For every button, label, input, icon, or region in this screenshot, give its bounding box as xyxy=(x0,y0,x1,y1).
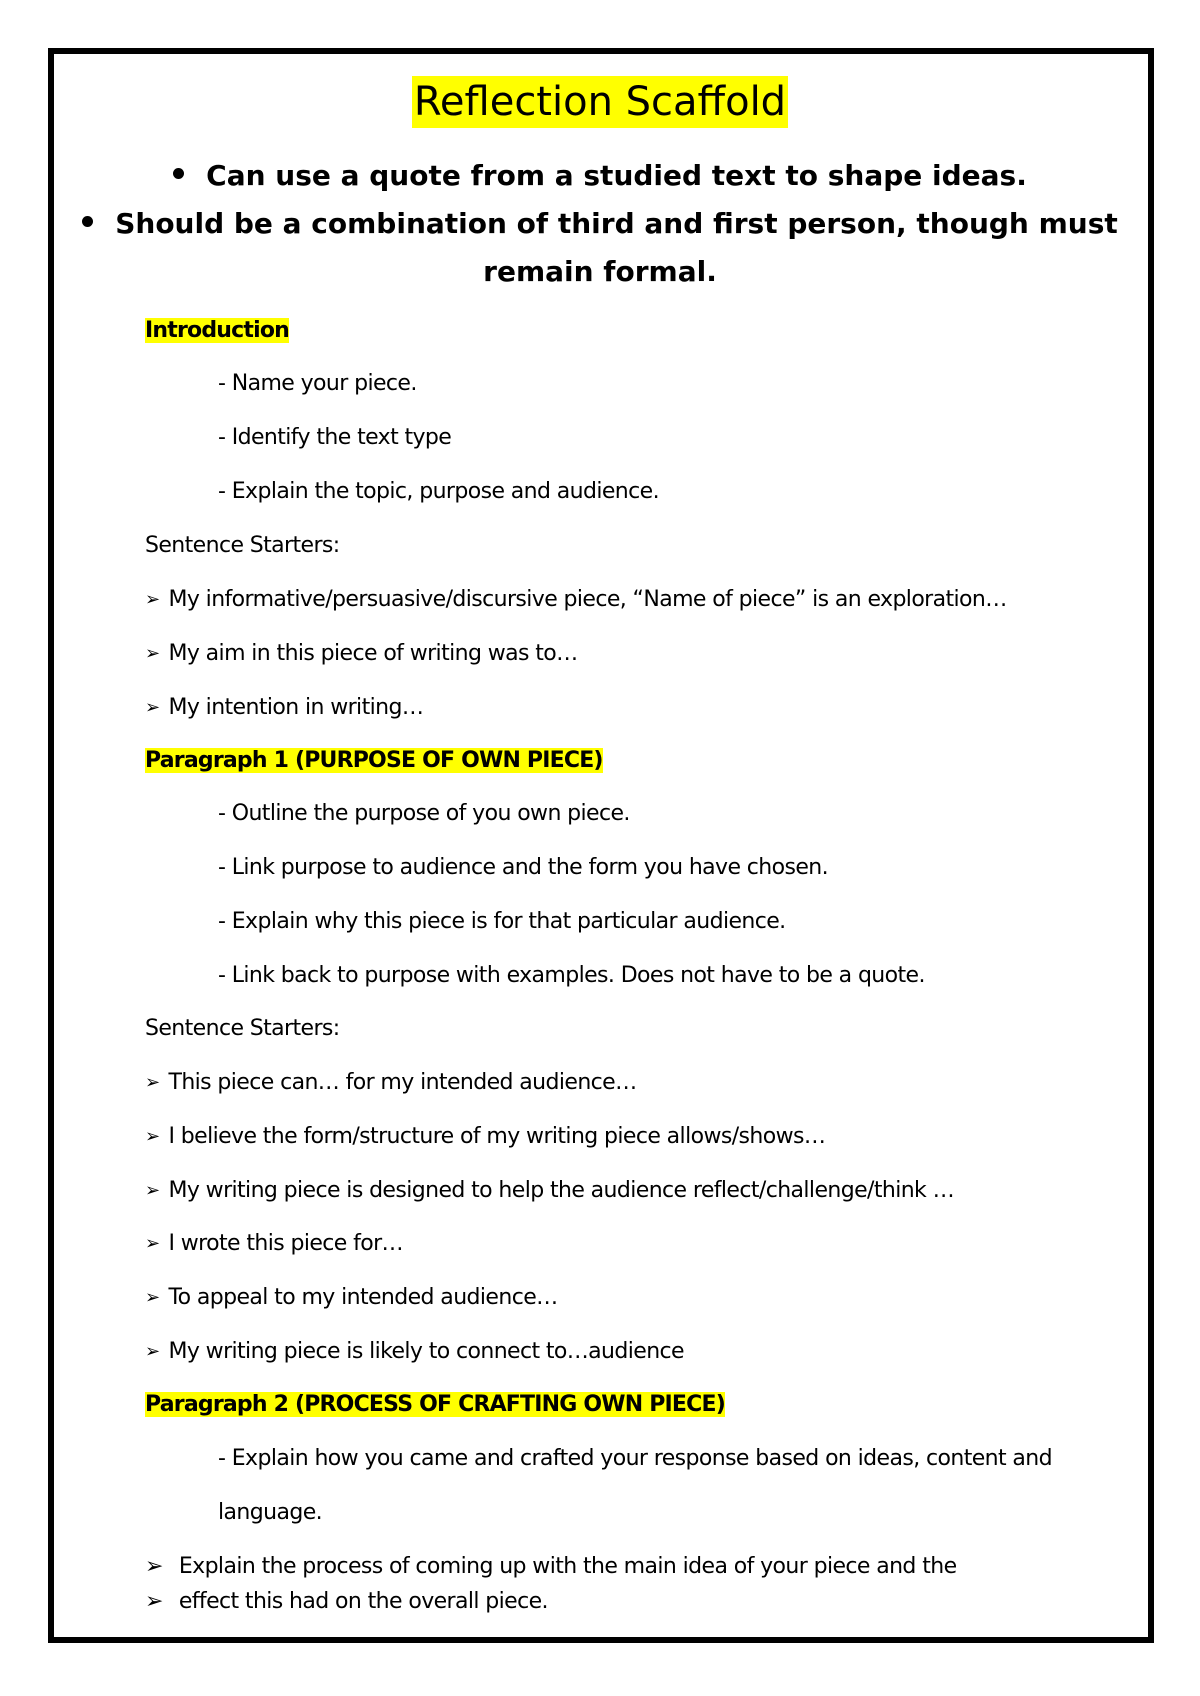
page-title: Reflection Scaffold xyxy=(412,76,788,128)
starter-text: This piece can… for my intended audience… xyxy=(168,1070,637,1095)
starter-text: My aim in this piece of writing was to… xyxy=(168,641,578,666)
starter-text: I wrote this piece for… xyxy=(168,1231,403,1256)
arrowhead-icon: ➢ xyxy=(145,1072,160,1093)
starter-text: My writing piece is designed to help the audience reflect/challenge/think … xyxy=(168,1178,954,1203)
arrowhead-icon: ➢ xyxy=(145,1126,160,1147)
arrowhead-icon: ➢ xyxy=(145,643,160,664)
arrowhead-icon: ➢ xyxy=(145,697,160,718)
starter-text: I believe the form/structure of my writing piece allows/shows… xyxy=(168,1124,826,1149)
bullet-item xyxy=(0,204,1200,244)
section-heading-paragraph-1 xyxy=(145,746,603,776)
bullet-text: Can use a quote from a studied text to shape ideas. xyxy=(206,159,1027,192)
intro-point: - Name your piece. xyxy=(218,371,417,396)
heading-text: Introduction xyxy=(145,318,290,343)
starter-item xyxy=(145,1229,403,1260)
starter-item xyxy=(145,1176,954,1207)
title-container xyxy=(0,76,1200,128)
bullet-item xyxy=(0,156,1200,196)
intro-point: - Identify the text type xyxy=(218,425,452,450)
starter-item xyxy=(145,1122,825,1153)
arrowhead-icon: ➢ xyxy=(145,1180,160,1201)
outline-arrow-item xyxy=(145,1587,548,1617)
paragraph1-point: - Link purpose to audience and the form you have chosen. xyxy=(218,855,829,880)
paragraph1-point: - Explain why this piece is for that particular audience. xyxy=(218,909,786,934)
starter-item xyxy=(145,585,1007,616)
intro-point: - Explain the topic, purpose and audience. xyxy=(218,479,659,504)
starter-text: My intention in writing… xyxy=(168,695,424,720)
starter-item xyxy=(145,693,423,724)
starter-item xyxy=(145,1337,684,1368)
heading-text: Paragraph 1 (PURPOSE OF OWN PIECE) xyxy=(145,748,603,773)
starter-text: My informative/persuasive/discursive piece, “Name of piece” is an exploration… xyxy=(168,587,1007,612)
heading-text: Paragraph 2 (PROCESS OF CRAFTING OWN PIECE) xyxy=(145,1392,725,1417)
starter-item xyxy=(145,639,578,670)
outline-arrow-item xyxy=(145,1552,957,1582)
bullet-dot-icon xyxy=(173,168,184,179)
starter-item xyxy=(145,1283,558,1314)
outline-arrow-text: Explain the process of coming up with the main idea of your piece and the xyxy=(178,1554,957,1579)
bullet-text: remain formal. xyxy=(483,255,717,288)
arrowhead-icon: ➢ xyxy=(145,589,160,610)
section-heading-introduction xyxy=(145,316,289,346)
paragraph1-point: - Outline the purpose of you own piece. xyxy=(218,801,630,826)
starter-text: My writing piece is likely to connect to…audience xyxy=(168,1339,684,1364)
sentence-starters-label: Sentence Starters: xyxy=(145,1016,340,1041)
outline-arrow-text: effect this had on the overall piece. xyxy=(178,1589,548,1614)
bullet-continuation xyxy=(0,252,1200,292)
sentence-starters-label: Sentence Starters: xyxy=(145,533,340,558)
paragraph2-point-continuation: language. xyxy=(218,1500,323,1525)
outline-arrow-icon: ➢ xyxy=(145,1554,163,1579)
arrowhead-icon: ➢ xyxy=(145,1233,160,1254)
arrowhead-icon: ➢ xyxy=(145,1287,160,1308)
paragraph1-point: - Link back to purpose with examples. Does not have to be a quote. xyxy=(218,963,925,988)
starter-item xyxy=(145,1068,637,1099)
paragraph2-point: - Explain how you came and crafted your response based on ideas, content and xyxy=(218,1446,1053,1471)
arrowhead-icon: ➢ xyxy=(145,1341,160,1362)
outline-arrow-icon: ➢ xyxy=(145,1589,163,1614)
bullet-text: Should be a combination of third and first person, though must xyxy=(115,207,1118,240)
starter-text: To appeal to my intended audience… xyxy=(168,1285,558,1310)
section-heading-paragraph-2 xyxy=(145,1390,725,1420)
bullet-dot-icon xyxy=(82,216,93,227)
